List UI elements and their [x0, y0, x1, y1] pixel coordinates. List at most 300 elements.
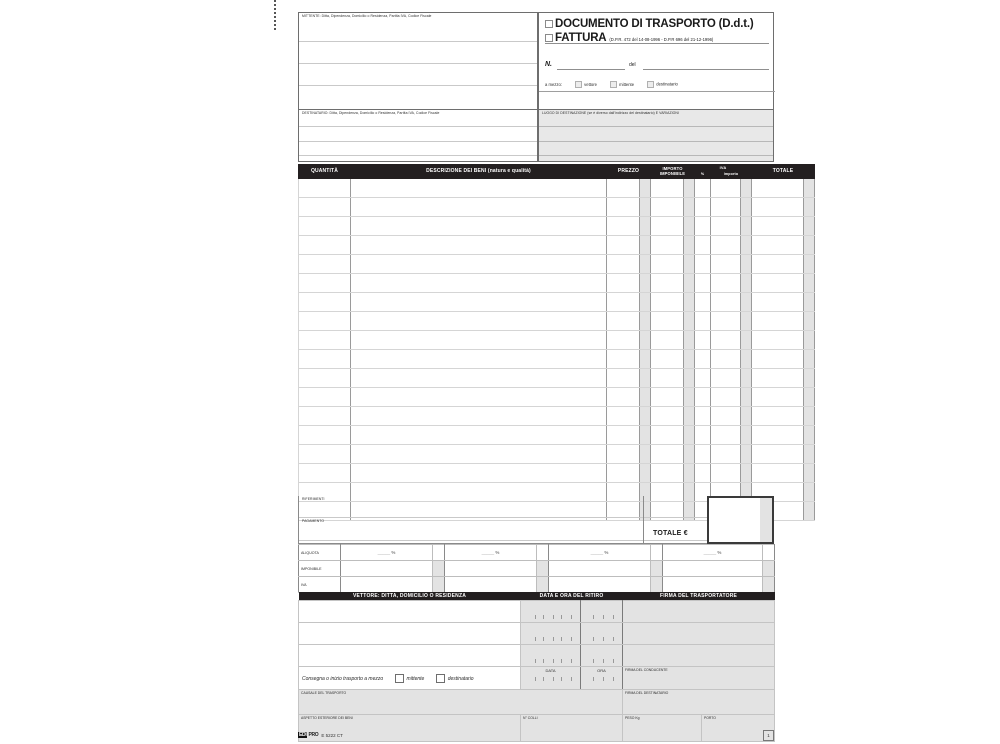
appearance-label: ASPETTO ESTERIORE DEI BENI: [301, 716, 353, 720]
vat-breakdown-body[interactable]: [299, 545, 775, 593]
cell-total-cents[interactable]: [804, 293, 815, 312]
cell-total-cents[interactable]: [804, 274, 815, 293]
vat-cell-1-0[interactable]: [341, 561, 433, 577]
cell-total-cents[interactable]: [804, 331, 815, 350]
recipient-block[interactable]: [298, 110, 538, 162]
vat-breakdown-row[interactable]: [299, 561, 775, 577]
cell-taxable[interactable]: [651, 312, 684, 331]
cell-taxable[interactable]: [651, 293, 684, 312]
cell-total[interactable]: [752, 274, 804, 293]
cell-quantity[interactable]: [299, 198, 351, 217]
vat-cell-0-3[interactable]: _____ %: [663, 545, 763, 561]
vat-cents-2-1[interactable]: [537, 577, 549, 593]
cell-total-cents[interactable]: [804, 236, 815, 255]
cell-total[interactable]: [752, 464, 804, 483]
carrier-row[interactable]: [299, 601, 775, 623]
cell-description[interactable]: [351, 331, 607, 350]
cell-taxable-cents[interactable]: [684, 464, 695, 483]
cell-taxable-cents[interactable]: [684, 407, 695, 426]
cell-vat-amount[interactable]: [711, 426, 741, 445]
cell-vat-rate[interactable]: [695, 350, 711, 369]
cell-vat-rate[interactable]: [695, 369, 711, 388]
title-ddt-row[interactable]: [545, 18, 753, 30]
cell-price[interactable]: [607, 369, 640, 388]
date-entry-3[interactable]: [521, 645, 580, 666]
cell-vat-rate[interactable]: [695, 464, 711, 483]
cell-quantity[interactable]: [299, 179, 351, 198]
sender-write-line: [299, 63, 537, 64]
cell-taxable[interactable]: [651, 369, 684, 388]
vat-cell-2-0[interactable]: [341, 577, 433, 593]
cell-price[interactable]: [607, 293, 640, 312]
cell-vat-rate[interactable]: [695, 388, 711, 407]
cell-total[interactable]: [752, 293, 804, 312]
cell-vat-amount[interactable]: [711, 369, 741, 388]
table-row[interactable]: [299, 445, 815, 464]
destination-label: LUOGO DI DESTINAZIONE (se è diverso dall'indirizzo del destinatario) E VARIAZIONI: [542, 111, 679, 115]
cell-description[interactable]: [351, 388, 607, 407]
cell-price[interactable]: [607, 464, 640, 483]
cell-vat-amount[interactable]: [711, 312, 741, 331]
cell-price[interactable]: [607, 388, 640, 407]
time-entry-4[interactable]: [581, 673, 622, 684]
cell-description[interactable]: [351, 217, 607, 236]
cell-description[interactable]: [351, 369, 607, 388]
pickup-time-cell[interactable]: [581, 601, 623, 623]
pickup-date-cell[interactable]: [521, 645, 581, 667]
cell-total-cents[interactable]: [804, 369, 815, 388]
date-entry-4[interactable]: [521, 673, 580, 684]
cell-vat-amount[interactable]: [711, 274, 741, 293]
cell-vat-amount-cents[interactable]: [741, 312, 752, 331]
cell-taxable[interactable]: [651, 179, 684, 198]
table-row[interactable]: [299, 255, 815, 274]
vat-cents-2-0[interactable]: [433, 577, 445, 593]
weight-label: PESO Kg: [625, 716, 640, 720]
cell-quantity[interactable]: [299, 350, 351, 369]
time-entry-3[interactable]: [581, 645, 622, 666]
recipient-signature-label: FIRMA DEL DESTINATARIO: [625, 691, 669, 695]
vat-breakdown-table: [298, 544, 775, 593]
cell-quantity[interactable]: [299, 331, 351, 350]
cell-vat-amount-cents[interactable]: [741, 255, 752, 274]
cell-total[interactable]: [752, 255, 804, 274]
carrier-header-signature: FIRMA DEL TRASPORTATORE: [623, 592, 775, 600]
summary-divider: [643, 496, 644, 544]
cell-taxable-cents[interactable]: [684, 274, 695, 293]
cell-taxable-cents[interactable]: [684, 388, 695, 407]
cell-description[interactable]: [351, 350, 607, 369]
vat-row-label: IMPONIBILE: [299, 561, 341, 577]
pickup-time-cell[interactable]: [581, 623, 623, 645]
cell-price[interactable]: [607, 312, 640, 331]
cell-taxable-cents[interactable]: [684, 331, 695, 350]
recipient-signature-cell[interactable]: [623, 690, 775, 715]
vat-cents-0-2[interactable]: [651, 545, 663, 561]
vat-cell-0-2[interactable]: _____ %: [549, 545, 651, 561]
cell-price[interactable]: [607, 255, 640, 274]
amezzo-mittente-checkbox[interactable]: [610, 81, 617, 88]
cell-price-cents[interactable]: [640, 426, 651, 445]
cell-taxable[interactable]: [651, 236, 684, 255]
vat-cents-1-3[interactable]: [763, 561, 775, 577]
cell-quantity[interactable]: [299, 312, 351, 331]
cell-total-cents[interactable]: [804, 407, 815, 426]
table-row[interactable]: [299, 312, 815, 331]
cell-quantity[interactable]: [299, 255, 351, 274]
cell-vat-amount[interactable]: [711, 407, 741, 426]
cell-taxable[interactable]: [651, 331, 684, 350]
cell-price[interactable]: [607, 426, 640, 445]
cell-vat-rate[interactable]: [695, 331, 711, 350]
cell-vat-amount-cents[interactable]: [741, 293, 752, 312]
cell-description[interactable]: [351, 274, 607, 293]
cell-vat-amount-cents[interactable]: [741, 445, 752, 464]
date-entry-2[interactable]: [521, 623, 580, 644]
time-entry-1[interactable]: [581, 601, 622, 622]
pickup-date-cell[interactable]: [521, 601, 581, 623]
date-entry-1[interactable]: [521, 601, 580, 622]
cell-quantity[interactable]: [299, 407, 351, 426]
cell-taxable-cents[interactable]: [684, 217, 695, 236]
cell-total[interactable]: [752, 331, 804, 350]
table-row[interactable]: [299, 217, 815, 236]
vat-cents-2-2[interactable]: [651, 577, 663, 593]
cell-taxable[interactable]: [651, 217, 684, 236]
cell-vat-amount-cents[interactable]: [741, 331, 752, 350]
cell-total[interactable]: [752, 312, 804, 331]
table-row[interactable]: [299, 293, 815, 312]
vat-cell-0-1[interactable]: _____ %: [445, 545, 537, 561]
carrier-name-cell[interactable]: [299, 623, 521, 645]
carrier-signature-cell[interactable]: [623, 601, 775, 623]
document-title-block: [538, 12, 774, 110]
cell-price-cents[interactable]: [640, 217, 651, 236]
cell-vat-amount[interactable]: [711, 217, 741, 236]
cell-price-cents[interactable]: [640, 274, 651, 293]
cell-price[interactable]: [607, 445, 640, 464]
cell-vat-rate[interactable]: [695, 236, 711, 255]
destination-write-line: [539, 126, 773, 127]
cell-total-cents[interactable]: [804, 426, 815, 445]
cell-taxable-cents[interactable]: [684, 255, 695, 274]
cell-description[interactable]: [351, 464, 607, 483]
table-row[interactable]: [299, 407, 815, 426]
cell-price-cents[interactable]: [640, 179, 651, 198]
cell-price-cents[interactable]: [640, 236, 651, 255]
vat-cents-0-0[interactable]: [433, 545, 445, 561]
cell-total[interactable]: [752, 217, 804, 236]
cell-quantity[interactable]: [299, 464, 351, 483]
carrier-signature-cell[interactable]: [623, 645, 775, 667]
carrier-row[interactable]: [299, 645, 775, 667]
cell-taxable-cents[interactable]: [684, 369, 695, 388]
table-row[interactable]: [299, 350, 815, 369]
cell-description[interactable]: [351, 407, 607, 426]
vat-cents-1-0[interactable]: [433, 561, 445, 577]
recipient-write-line: [299, 141, 537, 142]
vat-cell-1-1[interactable]: [445, 561, 537, 577]
cell-taxable-cents[interactable]: [684, 236, 695, 255]
cell-total[interactable]: [752, 426, 804, 445]
cell-taxable-cents[interactable]: [684, 350, 695, 369]
cell-vat-amount[interactable]: [711, 331, 741, 350]
vat-cell-2-2[interactable]: [549, 577, 651, 593]
amezzo-row[interactable]: [545, 81, 678, 88]
cell-total[interactable]: [752, 179, 804, 198]
cell-total-cents[interactable]: [804, 483, 815, 502]
cell-total-cents[interactable]: [804, 464, 815, 483]
cell-vat-rate[interactable]: [695, 445, 711, 464]
goods-table-body[interactable]: [299, 179, 815, 521]
cell-vat-amount-cents[interactable]: [741, 198, 752, 217]
title-fattura-reference: (D.P.R. 472 del 14-08-1996 - D.P.R 696 del 21-12-1996): [609, 37, 714, 42]
cell-price-cents[interactable]: [640, 350, 651, 369]
cell-vat-amount-cents[interactable]: [741, 179, 752, 198]
cell-vat-amount[interactable]: [711, 179, 741, 198]
brand-suffix: PRO: [308, 732, 319, 738]
table-row[interactable]: [299, 198, 815, 217]
cell-price-cents[interactable]: [640, 388, 651, 407]
cell-description[interactable]: [351, 445, 607, 464]
cell-price-cents[interactable]: [640, 331, 651, 350]
cell-total[interactable]: [752, 388, 804, 407]
cell-total-cents[interactable]: [804, 312, 815, 331]
cell-description[interactable]: [351, 198, 607, 217]
delivery-row[interactable]: [299, 667, 775, 690]
cell-price-cents[interactable]: [640, 407, 651, 426]
carrier-signature-cell[interactable]: [623, 623, 775, 645]
cell-total-cents[interactable]: [804, 502, 815, 521]
cell-description[interactable]: [351, 255, 607, 274]
table-row[interactable]: [299, 388, 815, 407]
packages-label: N° COLLI: [523, 716, 538, 720]
cell-vat-amount-cents[interactable]: [741, 274, 752, 293]
cell-vat-amount-cents[interactable]: [741, 369, 752, 388]
pickup-date-cell[interactable]: [521, 623, 581, 645]
cell-total-cents[interactable]: [804, 445, 815, 464]
vat-row-label: ALIQUOTA: [299, 545, 341, 561]
vat-cell-2-3[interactable]: [663, 577, 763, 593]
vat-cell-1-2[interactable]: [549, 561, 651, 577]
cell-quantity[interactable]: [299, 426, 351, 445]
number-input-rule[interactable]: [557, 69, 625, 70]
cell-description[interactable]: [351, 293, 607, 312]
vat-breakdown-row[interactable]: [299, 577, 775, 593]
cell-taxable-cents[interactable]: [684, 293, 695, 312]
cell-total[interactable]: [752, 407, 804, 426]
amezzo-destinatario-checkbox[interactable]: [647, 81, 654, 88]
cell-taxable[interactable]: [651, 198, 684, 217]
vat-cents-1-2[interactable]: [651, 561, 663, 577]
cell-vat-amount-cents[interactable]: [741, 217, 752, 236]
cell-taxable-cents[interactable]: [684, 426, 695, 445]
cell-price-cents[interactable]: [640, 464, 651, 483]
transport-reason-row[interactable]: [299, 690, 775, 715]
cell-quantity[interactable]: [299, 445, 351, 464]
cell-taxable[interactable]: [651, 464, 684, 483]
cell-vat-amount[interactable]: [711, 388, 741, 407]
cell-vat-rate[interactable]: [695, 198, 711, 217]
fattura-checkbox[interactable]: [545, 34, 553, 42]
cell-vat-rate[interactable]: [695, 255, 711, 274]
cell-description[interactable]: [351, 179, 607, 198]
recipient-write-line: [299, 155, 537, 156]
carrier-header-row: [299, 592, 775, 601]
carrier-name-cell[interactable]: [299, 645, 521, 667]
cell-vat-amount-cents[interactable]: [741, 426, 752, 445]
cell-taxable[interactable]: [651, 255, 684, 274]
cell-total-cents[interactable]: [804, 179, 815, 198]
cell-price-cents[interactable]: [640, 255, 651, 274]
cell-taxable[interactable]: [651, 388, 684, 407]
table-row[interactable]: [299, 236, 815, 255]
references-label: RIFERIMENTI: [302, 497, 325, 501]
vat-cell-0-0[interactable]: _____ %: [341, 545, 433, 561]
driver-signature-cell[interactable]: [623, 667, 775, 690]
vat-breakdown-row[interactable]: [299, 545, 775, 561]
cell-vat-amount-cents[interactable]: [741, 464, 752, 483]
cell-price-cents[interactable]: [640, 312, 651, 331]
vat-cents-0-3[interactable]: [763, 545, 775, 561]
cell-price[interactable]: [607, 274, 640, 293]
header-description: DESCRIZIONE DEI BENI (natura e qualità): [351, 165, 607, 179]
cell-vat-amount[interactable]: [711, 255, 741, 274]
cell-total-cents[interactable]: [804, 388, 815, 407]
cell-vat-amount[interactable]: [711, 445, 741, 464]
cell-description[interactable]: [351, 426, 607, 445]
cell-price[interactable]: [607, 236, 640, 255]
cell-taxable-cents[interactable]: [684, 198, 695, 217]
table-row[interactable]: [299, 464, 815, 483]
cell-vat-rate[interactable]: [695, 312, 711, 331]
delivery-mode-row[interactable]: [299, 674, 520, 683]
date-input-rule[interactable]: [643, 69, 769, 70]
delivery-option-destinatario: destinatario: [447, 675, 474, 682]
cell-taxable-cents[interactable]: [684, 312, 695, 331]
cell-total[interactable]: [752, 445, 804, 464]
cell-vat-amount-cents[interactable]: [741, 407, 752, 426]
cell-taxable[interactable]: [651, 407, 684, 426]
cell-price[interactable]: [607, 217, 640, 236]
cell-taxable[interactable]: [651, 274, 684, 293]
cell-quantity[interactable]: [299, 274, 351, 293]
cell-total[interactable]: [752, 350, 804, 369]
transport-reason-cell[interactable]: [299, 690, 623, 715]
cell-taxable[interactable]: [651, 350, 684, 369]
cell-description[interactable]: [351, 236, 607, 255]
title-ddt: DOCUMENTO DI TRASPORTO (D.d.t.): [555, 18, 754, 30]
sender-block[interactable]: [298, 12, 538, 110]
cell-price[interactable]: [607, 179, 640, 198]
cell-price-cents[interactable]: [640, 198, 651, 217]
cell-price[interactable]: [607, 198, 640, 217]
table-row[interactable]: [299, 179, 815, 198]
ddt-checkbox[interactable]: [545, 20, 553, 28]
cell-vat-rate[interactable]: [695, 217, 711, 236]
cell-total-cents[interactable]: [804, 350, 815, 369]
cell-total-cents[interactable]: [804, 217, 815, 236]
header-taxable-amount: IMPORTO IMPONIBILE: [651, 165, 695, 179]
carriage-label: PORTO: [704, 716, 716, 720]
table-row[interactable]: [299, 369, 815, 388]
data-label-cell: [521, 667, 581, 690]
destination-place-block[interactable]: [538, 110, 774, 162]
cell-vat-amount[interactable]: [711, 293, 741, 312]
cell-vat-rate[interactable]: [695, 426, 711, 445]
carrier-table: [298, 592, 775, 742]
vat-cents-0-1[interactable]: [537, 545, 549, 561]
time-entry-2[interactable]: [581, 623, 622, 644]
cell-vat-amount[interactable]: [711, 464, 741, 483]
delivery-mittente-checkbox[interactable]: [395, 674, 404, 683]
cell-quantity[interactable]: [299, 236, 351, 255]
carrier-name-cell[interactable]: [299, 601, 521, 623]
summary-block[interactable]: [298, 496, 774, 544]
cell-vat-amount[interactable]: [711, 198, 741, 217]
total-value-box[interactable]: [707, 496, 774, 544]
cell-vat-rate[interactable]: [695, 293, 711, 312]
cell-vat-rate[interactable]: [695, 179, 711, 198]
delivery-mode-cell[interactable]: [299, 667, 521, 690]
cell-quantity[interactable]: [299, 388, 351, 407]
cell-price[interactable]: [607, 331, 640, 350]
vat-cell-1-3[interactable]: [663, 561, 763, 577]
cell-total-cents[interactable]: [804, 255, 815, 274]
table-row[interactable]: [299, 426, 815, 445]
cell-vat-amount[interactable]: [711, 350, 741, 369]
cell-vat-amount-cents[interactable]: [741, 388, 752, 407]
vat-cents-1-1[interactable]: [537, 561, 549, 577]
delivery-destinatario-checkbox[interactable]: [436, 674, 445, 683]
cell-quantity[interactable]: [299, 293, 351, 312]
pickup-time-cell[interactable]: [581, 645, 623, 667]
cell-price-cents[interactable]: [640, 293, 651, 312]
cell-taxable-cents[interactable]: [684, 179, 695, 198]
cell-price-cents[interactable]: [640, 445, 651, 464]
table-row[interactable]: [299, 274, 815, 293]
cell-vat-amount-cents[interactable]: [741, 236, 752, 255]
header-price: PREZZO: [607, 165, 651, 179]
cell-vat-amount[interactable]: [711, 236, 741, 255]
cell-vat-rate[interactable]: [695, 274, 711, 293]
vat-cell-2-1[interactable]: [445, 577, 537, 593]
vat-cents-2-3[interactable]: [763, 577, 775, 593]
amezzo-vettore-checkbox[interactable]: [575, 81, 582, 88]
cell-taxable[interactable]: [651, 445, 684, 464]
table-row[interactable]: [299, 331, 815, 350]
cell-quantity[interactable]: [299, 369, 351, 388]
cell-total[interactable]: [752, 198, 804, 217]
cell-vat-rate[interactable]: [695, 407, 711, 426]
page-number-box: 1: [763, 730, 774, 741]
vat-breakdown-block: [298, 544, 774, 592]
cell-description[interactable]: [351, 312, 607, 331]
carrier-row[interactable]: [299, 623, 775, 645]
cell-taxable[interactable]: [651, 426, 684, 445]
cell-vat-amount-cents[interactable]: [741, 350, 752, 369]
cell-price-cents[interactable]: [640, 369, 651, 388]
cell-total-cents[interactable]: [804, 198, 815, 217]
cell-taxable-cents[interactable]: [684, 445, 695, 464]
cell-price[interactable]: [607, 407, 640, 426]
cell-total[interactable]: [752, 369, 804, 388]
number-field-row[interactable]: [545, 61, 552, 68]
cell-price[interactable]: [607, 350, 640, 369]
cell-total[interactable]: [752, 236, 804, 255]
cell-quantity[interactable]: [299, 217, 351, 236]
header-vat: IVA: [695, 165, 752, 172]
